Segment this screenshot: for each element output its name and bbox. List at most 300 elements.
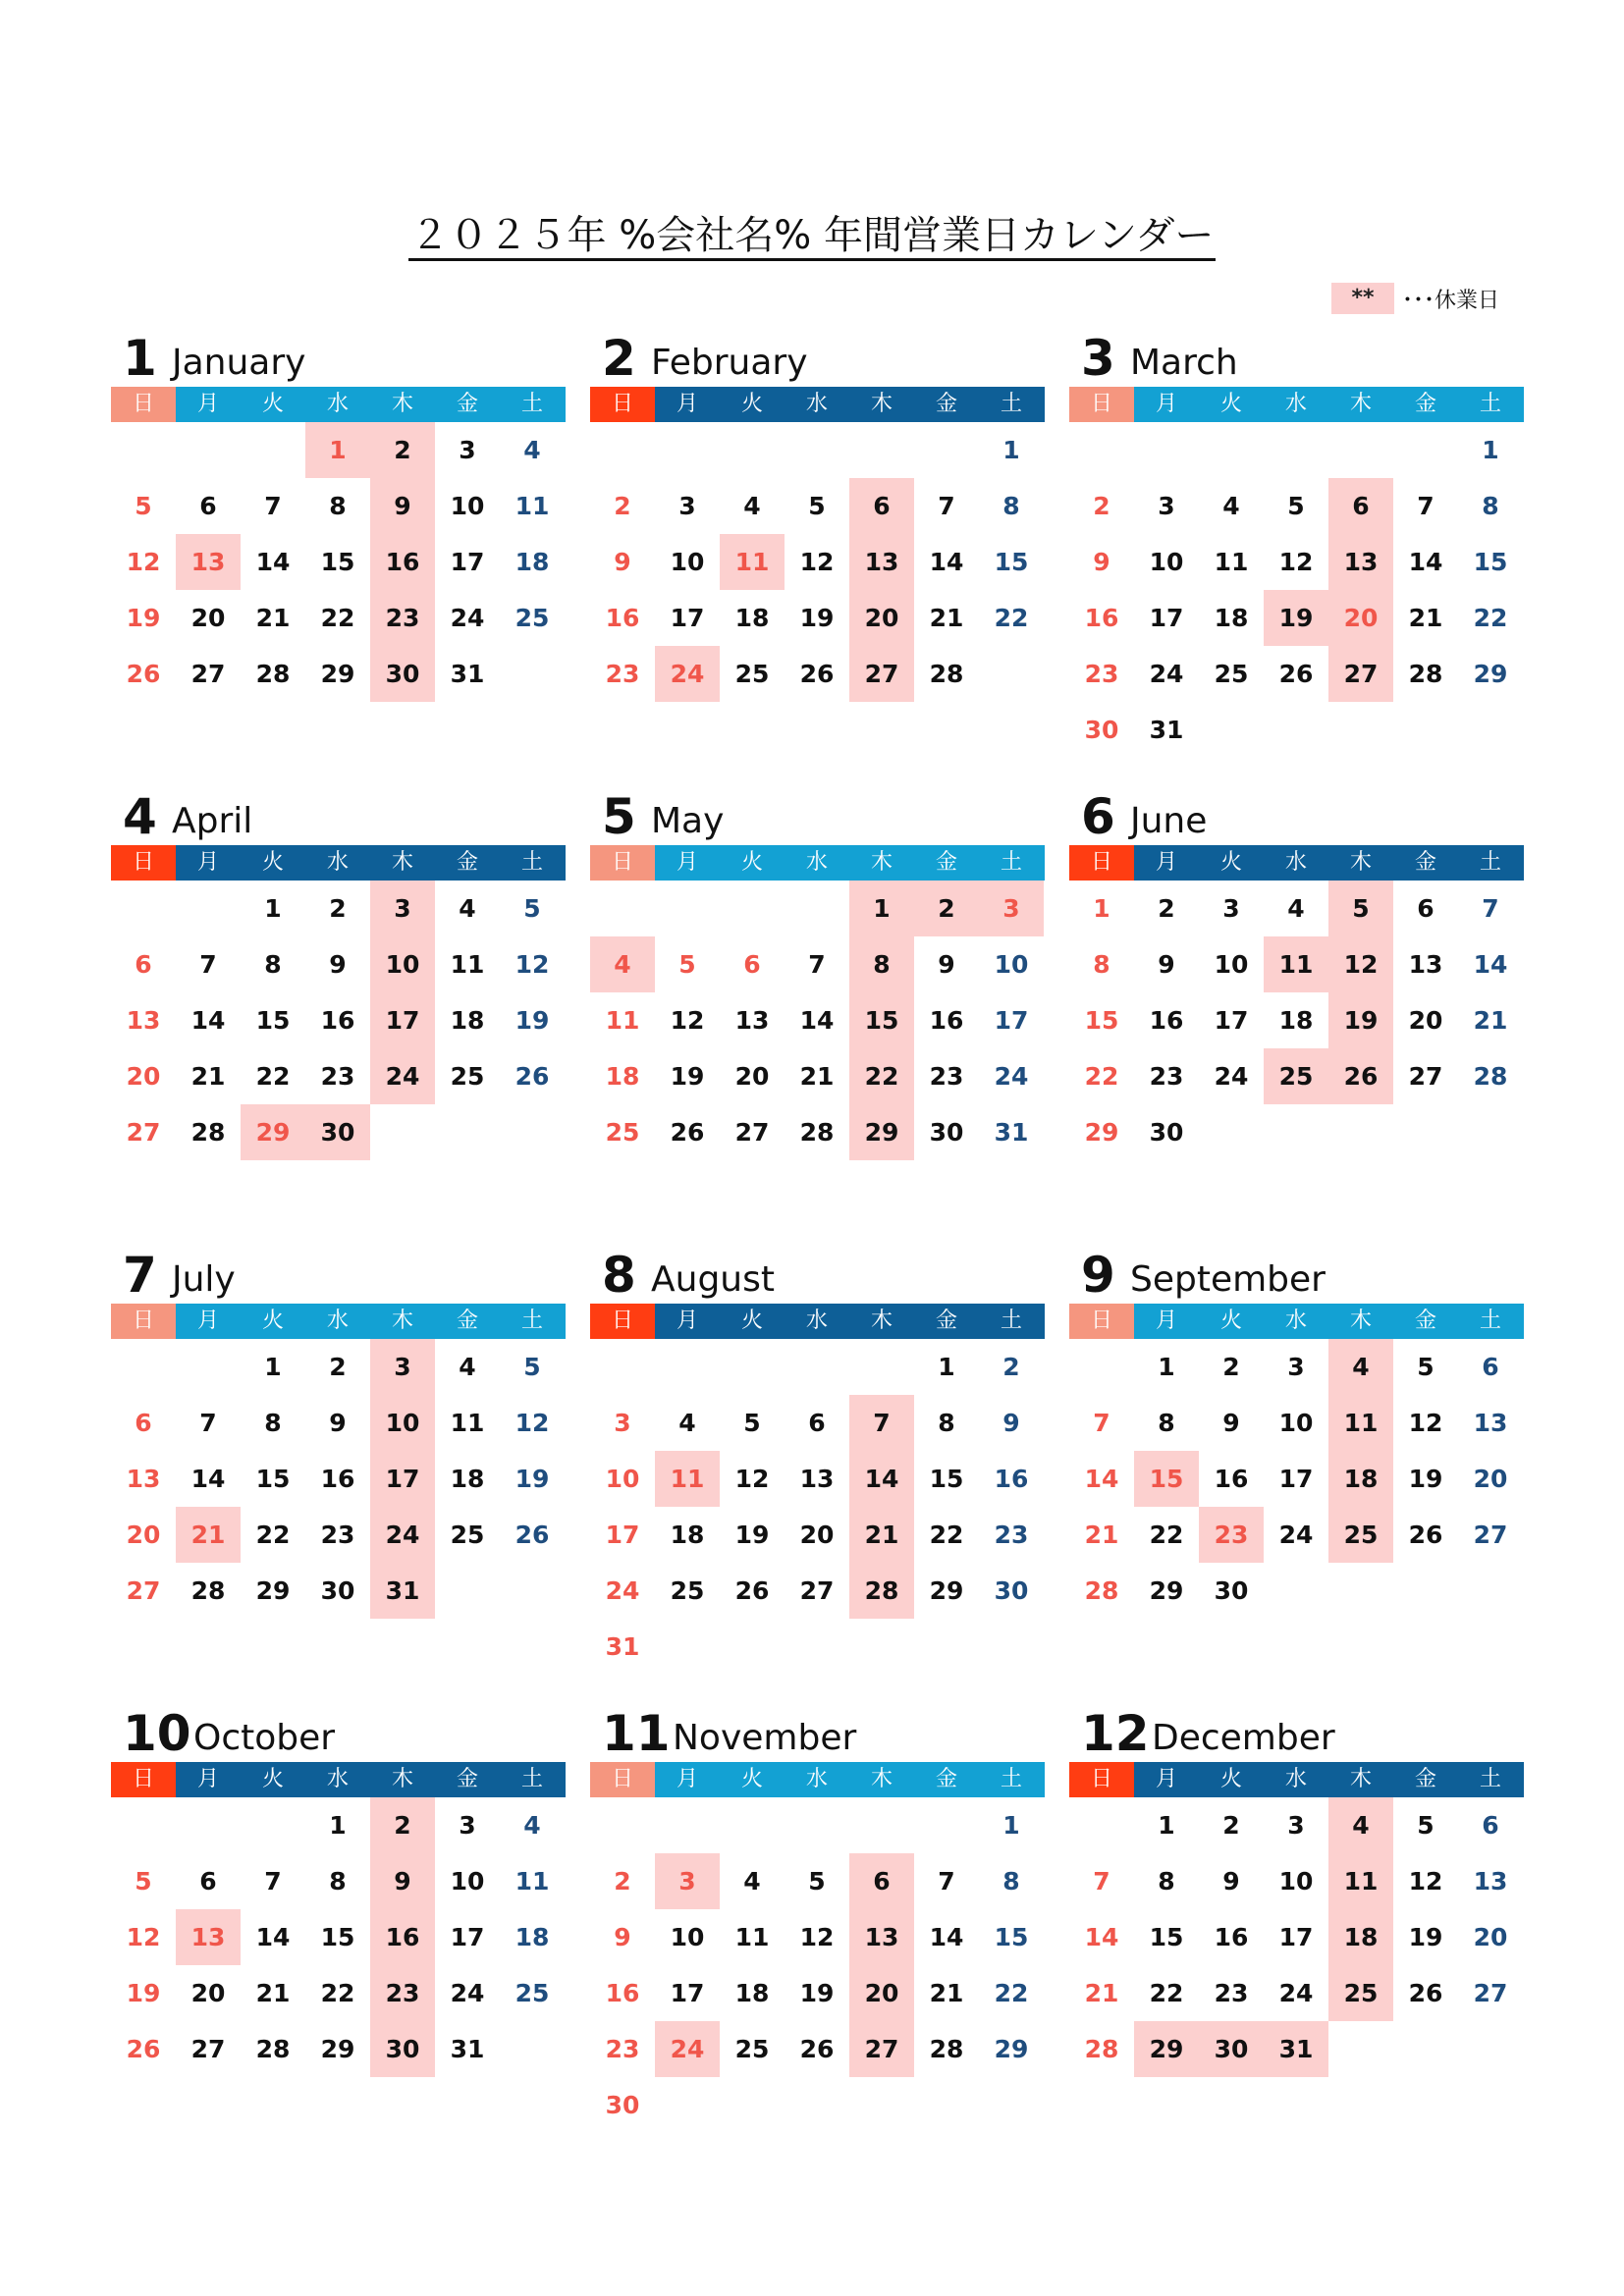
day-cell: 18 [734,1979,770,2007]
day-cell: 25 [450,1521,485,1549]
day-cell: 17 [450,1923,485,1951]
closed-day-cell: 10 [370,936,435,992]
day-cell: 11 [1214,548,1249,576]
day-cell: 8 [329,492,347,520]
month-december [1069,1705,1524,2077]
day-cell: 7 [1093,1409,1110,1437]
closed-day-cell: 15 [849,992,914,1048]
day-cell: 9 [1093,548,1110,576]
day-cell: 23 [1149,1062,1184,1091]
weekday-label: 木 [1349,850,1372,875]
day-cell: 30 [1149,1118,1184,1147]
weekday-label: 土 [520,1308,543,1333]
month-april [111,788,566,1160]
month-number: 5 [602,788,636,845]
day-cell: 26 [514,1062,550,1091]
weekday-label: 水 [1284,850,1307,875]
day-cell: 24 [605,1576,640,1605]
day-cell: 17 [1278,1465,1314,1493]
day-cell: 10 [670,548,705,576]
day-cell: 28 [190,1118,226,1147]
legend [1331,282,1499,315]
closed-day-cell: 29 [1134,2021,1199,2077]
day-cell: 6 [808,1409,826,1437]
day-cell: 28 [929,2035,964,2063]
weekday-label: 日 [1069,845,1134,881]
day-cell: 29 [1084,1118,1119,1147]
closed-day-cell: 11 [1264,936,1328,992]
weekday-label: 金 [935,1767,957,1791]
month-number: 12 [1081,1705,1150,1762]
day-cell: 26 [799,2035,835,2063]
day-cell: 9 [1002,1409,1020,1437]
weekday-label: 土 [1479,1308,1501,1333]
day-cell: 30 [929,1118,964,1147]
weekday-label: 月 [196,1767,219,1791]
closed-day-cell: 18 [1328,1909,1393,1965]
month-number: 4 [123,788,157,845]
weekday-label: 日 [590,845,655,881]
day-cell: 30 [320,1576,355,1605]
weekday-label: 金 [935,850,957,875]
day-cell: 9 [614,548,631,576]
closed-day-cell: 2 [914,881,979,936]
day-cell: 2 [329,1353,347,1381]
day-cell: 8 [1158,1409,1175,1437]
empty-cell [590,1797,655,1853]
empty-cell [111,1339,176,1395]
closed-day-cell: 11 [655,1451,720,1507]
day-cell: 20 [126,1062,161,1091]
day-cell: 17 [450,548,485,576]
day-cell: 7 [199,950,217,979]
closed-day-cell: 13 [1328,534,1393,590]
day-cell: 27 [190,2035,226,2063]
day-cell: 12 [126,1923,161,1951]
day-cell: 20 [1408,1006,1443,1035]
empty-cell [241,422,305,478]
day-cell: 5 [743,1409,761,1437]
day-cell: 5 [808,1867,826,1896]
weekday-label: 土 [1000,1308,1022,1333]
day-cell: 2 [614,1867,631,1896]
day-cell: 2 [329,894,347,923]
weekday-label: 水 [326,392,349,416]
weekday-label: 金 [935,392,957,416]
day-cell: 8 [1158,1867,1175,1896]
weekday-header [1069,1304,1524,1339]
day-cell: 21 [255,604,291,632]
day-cell: 28 [1408,660,1443,688]
day-cell: 21 [255,1979,291,2007]
day-cell: 29 [320,2035,355,2063]
day-cell: 15 [994,1923,1029,1951]
weekday-label: 水 [326,1308,349,1333]
day-grid [111,881,566,1160]
day-cell: 30 [1084,716,1119,744]
day-cell: 6 [743,950,761,979]
day-cell: 27 [126,1576,161,1605]
day-cell: 21 [1408,604,1443,632]
day-cell: 15 [1084,1006,1119,1035]
empty-cell [1069,422,1134,478]
day-cell: 31 [605,1632,640,1661]
closed-day-cell: 5 [1328,881,1393,936]
day-cell: 13 [1408,950,1443,979]
day-cell: 19 [1408,1465,1443,1493]
closed-day-cell: 30 [305,1104,370,1160]
day-cell: 11 [514,492,550,520]
day-cell: 8 [1002,492,1020,520]
day-cell: 12 [514,1409,550,1437]
day-cell: 19 [514,1465,550,1493]
month-header [590,1247,1045,1304]
day-cell: 13 [1473,1409,1508,1437]
day-cell: 18 [734,604,770,632]
weekday-label: 月 [1155,850,1177,875]
closed-day-cell: 15 [1134,1451,1199,1507]
day-cell: 27 [1473,1979,1508,2007]
day-cell: 22 [1149,1521,1184,1549]
day-cell: 2 [1093,492,1110,520]
weekday-header [111,1304,566,1339]
closed-day-cell: 21 [176,1507,241,1563]
weekday-label: 火 [740,850,763,875]
day-cell: 24 [1278,1521,1314,1549]
closed-day-cell: 23 [370,1965,435,2021]
day-cell: 25 [670,1576,705,1605]
day-cell: 15 [1473,548,1508,576]
day-cell: 12 [1408,1867,1443,1896]
day-cell: 21 [190,1062,226,1091]
month-name: April [172,801,253,841]
weekday-label: 土 [1479,850,1501,875]
empty-cell [1328,422,1393,478]
day-cell: 15 [929,1465,964,1493]
day-cell: 15 [320,548,355,576]
day-cell: 5 [523,1353,541,1381]
day-cell: 16 [605,1979,640,2007]
day-cell: 26 [514,1521,550,1549]
day-cell: 21 [1473,1006,1508,1035]
day-cell: 23 [320,1521,355,1549]
month-number: 2 [602,330,636,387]
day-cell: 2 [1158,894,1175,923]
month-name: July [172,1259,236,1300]
closed-day-cell: 19 [1328,992,1393,1048]
weekday-label: 月 [196,1308,219,1333]
weekday-label: 月 [1155,1308,1177,1333]
day-cell: 30 [605,2091,640,2119]
closed-day-cell: 24 [655,646,720,702]
day-grid [1069,1339,1524,1619]
day-cell: 18 [450,1465,485,1493]
month-header [590,788,1045,845]
day-cell: 26 [1408,1979,1443,2007]
day-cell: 1 [1002,1811,1020,1840]
weekday-header [1069,387,1524,422]
day-cell: 17 [1214,1006,1249,1035]
day-cell: 17 [994,1006,1029,1035]
weekday-header [590,1762,1045,1797]
empty-cell [111,422,176,478]
closed-day-cell: 2 [370,1797,435,1853]
day-cell: 14 [1408,548,1443,576]
day-cell: 12 [514,950,550,979]
day-cell: 25 [734,660,770,688]
weekday-label: 火 [1219,1308,1242,1333]
empty-cell [655,422,720,478]
day-cell: 13 [126,1465,161,1493]
weekday-label: 金 [456,1308,478,1333]
weekday-label: 月 [676,392,698,416]
day-cell: 10 [1149,548,1184,576]
month-name: September [1130,1259,1326,1300]
day-cell: 17 [670,1979,705,2007]
day-cell: 8 [1482,492,1499,520]
day-cell: 3 [1287,1353,1305,1381]
weekday-label: 月 [196,392,219,416]
closed-day-cell: 12 [1328,936,1393,992]
day-cell: 4 [743,1867,761,1896]
closed-day-cell: 6 [849,478,914,534]
weekday-label: 水 [326,1767,349,1791]
day-cell: 1 [1002,436,1020,464]
month-number: 6 [1081,788,1115,845]
day-cell: 7 [1417,492,1435,520]
day-cell: 19 [1408,1923,1443,1951]
day-cell: 1 [1158,1811,1175,1840]
day-cell: 11 [450,950,485,979]
day-cell: 13 [799,1465,835,1493]
day-cell: 12 [799,1923,835,1951]
closed-day-cell: 21 [849,1507,914,1563]
day-cell: 20 [190,604,226,632]
day-cell: 22 [320,1979,355,2007]
weekday-label: 水 [805,850,828,875]
legend-closed-swatch: ** [1331,283,1394,314]
weekday-label: 火 [261,1308,284,1333]
day-cell: 7 [938,1867,955,1896]
month-may [590,788,1045,1160]
day-cell: 19 [126,604,161,632]
day-cell: 2 [1222,1353,1240,1381]
day-cell: 17 [1149,604,1184,632]
day-cell: 15 [320,1923,355,1951]
day-cell: 26 [1408,1521,1443,1549]
day-cell: 14 [1473,950,1508,979]
empty-cell [176,881,241,936]
day-cell: 1 [1158,1353,1175,1381]
day-cell: 23 [1084,660,1119,688]
day-grid [111,1339,566,1619]
day-cell: 10 [994,950,1029,979]
day-cell: 30 [994,1576,1029,1605]
month-number: 8 [602,1247,636,1304]
day-cell: 26 [126,660,161,688]
weekday-label: 木 [870,392,893,416]
weekday-label: 日 [590,1762,655,1797]
month-number: 10 [123,1705,191,1762]
day-cell: 19 [734,1521,770,1549]
day-cell: 27 [1473,1521,1508,1549]
day-cell: 4 [678,1409,696,1437]
closed-day-cell: 6 [849,1853,914,1909]
weekday-label: 金 [1414,850,1436,875]
closed-day-cell: 20 [1328,590,1393,646]
closed-day-cell: 13 [176,1909,241,1965]
closed-day-cell: 9 [370,1853,435,1909]
day-cell: 26 [799,660,835,688]
weekday-label: 日 [111,1304,176,1339]
month-header [590,330,1045,387]
day-cell: 18 [514,548,550,576]
empty-cell [720,1339,785,1395]
weekday-label: 土 [520,850,543,875]
closed-day-cell: 11 [720,534,785,590]
day-cell: 3 [459,436,476,464]
day-cell: 5 [1417,1353,1435,1381]
day-cell: 4 [1287,894,1305,923]
closed-day-cell: 25 [1328,1965,1393,2021]
day-cell: 6 [1482,1353,1499,1381]
weekday-header [590,1304,1045,1339]
weekday-label: 日 [111,1762,176,1797]
month-august [590,1247,1045,1675]
empty-cell [590,881,655,936]
month-name: November [673,1718,857,1758]
weekday-label: 金 [456,850,478,875]
month-header [111,1247,566,1304]
weekday-header [1069,1762,1524,1797]
closed-day-cell: 4 [1328,1339,1393,1395]
closed-day-cell: 27 [1328,646,1393,702]
day-cell: 31 [450,2035,485,2063]
day-cell: 10 [450,492,485,520]
closed-day-cell: 6 [1328,478,1393,534]
day-cell: 28 [190,1576,226,1605]
closed-day-cell: 30 [1199,2021,1264,2077]
day-grid [111,422,566,702]
day-cell: 22 [929,1521,964,1549]
day-cell: 25 [1214,660,1249,688]
closed-day-cell: 3 [979,881,1044,936]
weekday-label: 火 [1219,392,1242,416]
day-grid [590,881,1045,1160]
day-cell: 22 [1149,1979,1184,2007]
closed-day-cell: 14 [849,1451,914,1507]
day-cell: 14 [799,1006,835,1035]
weekday-label: 月 [676,1767,698,1791]
day-cell: 18 [1214,604,1249,632]
closed-day-cell: 27 [849,2021,914,2077]
day-cell: 28 [1473,1062,1508,1091]
weekday-label: 土 [520,1767,543,1791]
day-cell: 19 [670,1062,705,1091]
day-cell: 4 [1222,492,1240,520]
closed-day-cell: 28 [849,1563,914,1619]
day-cell: 25 [450,1062,485,1091]
month-name: June [1130,801,1208,841]
day-cell: 27 [126,1118,161,1147]
day-cell: 8 [329,1867,347,1896]
day-cell: 5 [1417,1811,1435,1840]
day-cell: 25 [605,1118,640,1147]
day-cell: 17 [605,1521,640,1549]
month-header [590,1705,1045,1762]
closed-day-cell: 4 [1328,1797,1393,1853]
day-cell: 21 [929,604,964,632]
day-cell: 23 [605,660,640,688]
closed-day-cell: 24 [655,2021,720,2077]
day-cell: 6 [1482,1811,1499,1840]
day-cell: 28 [929,660,964,688]
month-header [111,330,566,387]
day-cell: 7 [1482,894,1499,923]
day-cell: 1 [1093,894,1110,923]
day-cell: 8 [264,1409,282,1437]
day-cell: 14 [190,1465,226,1493]
weekday-label: 土 [520,392,543,416]
weekday-label: 月 [676,850,698,875]
day-cell: 26 [734,1576,770,1605]
day-cell: 19 [514,1006,550,1035]
closed-day-cell: 31 [1264,2021,1328,2077]
day-cell: 21 [799,1062,835,1091]
empty-cell [1134,422,1199,478]
day-cell: 20 [1473,1923,1508,1951]
day-cell: 19 [799,604,835,632]
closed-day-cell: 13 [176,534,241,590]
day-grid [1069,422,1524,758]
empty-cell [176,422,241,478]
day-cell: 11 [514,1867,550,1896]
day-cell: 20 [126,1521,161,1549]
month-name: October [193,1718,336,1758]
day-cell: 31 [994,1118,1029,1147]
empty-cell [590,1339,655,1395]
day-cell: 18 [514,1923,550,1951]
day-cell: 16 [1084,604,1119,632]
day-cell: 4 [523,1811,541,1840]
day-cell: 3 [1158,492,1175,520]
weekday-label: 日 [1069,1304,1134,1339]
day-cell: 21 [1084,1521,1119,1549]
closed-day-cell: 23 [1199,1507,1264,1563]
day-cell: 14 [255,1923,291,1951]
day-cell: 14 [929,548,964,576]
empty-cell [914,1797,979,1853]
closed-day-cell: 17 [370,992,435,1048]
day-cell: 18 [1278,1006,1314,1035]
closed-day-cell: 24 [370,1507,435,1563]
day-cell: 7 [264,1867,282,1896]
month-name: December [1152,1718,1335,1758]
day-cell: 26 [126,2035,161,2063]
day-cell: 1 [264,894,282,923]
day-cell: 29 [1149,1576,1184,1605]
day-cell: 21 [1084,1979,1119,2007]
day-cell: 23 [320,1062,355,1091]
day-cell: 20 [734,1062,770,1091]
weekday-label: 日 [111,845,176,881]
day-cell: 12 [799,548,835,576]
month-march [1069,330,1524,758]
month-september [1069,1247,1524,1619]
day-cell: 16 [1149,1006,1184,1035]
day-cell: 6 [135,950,152,979]
day-cell: 11 [734,1923,770,1951]
